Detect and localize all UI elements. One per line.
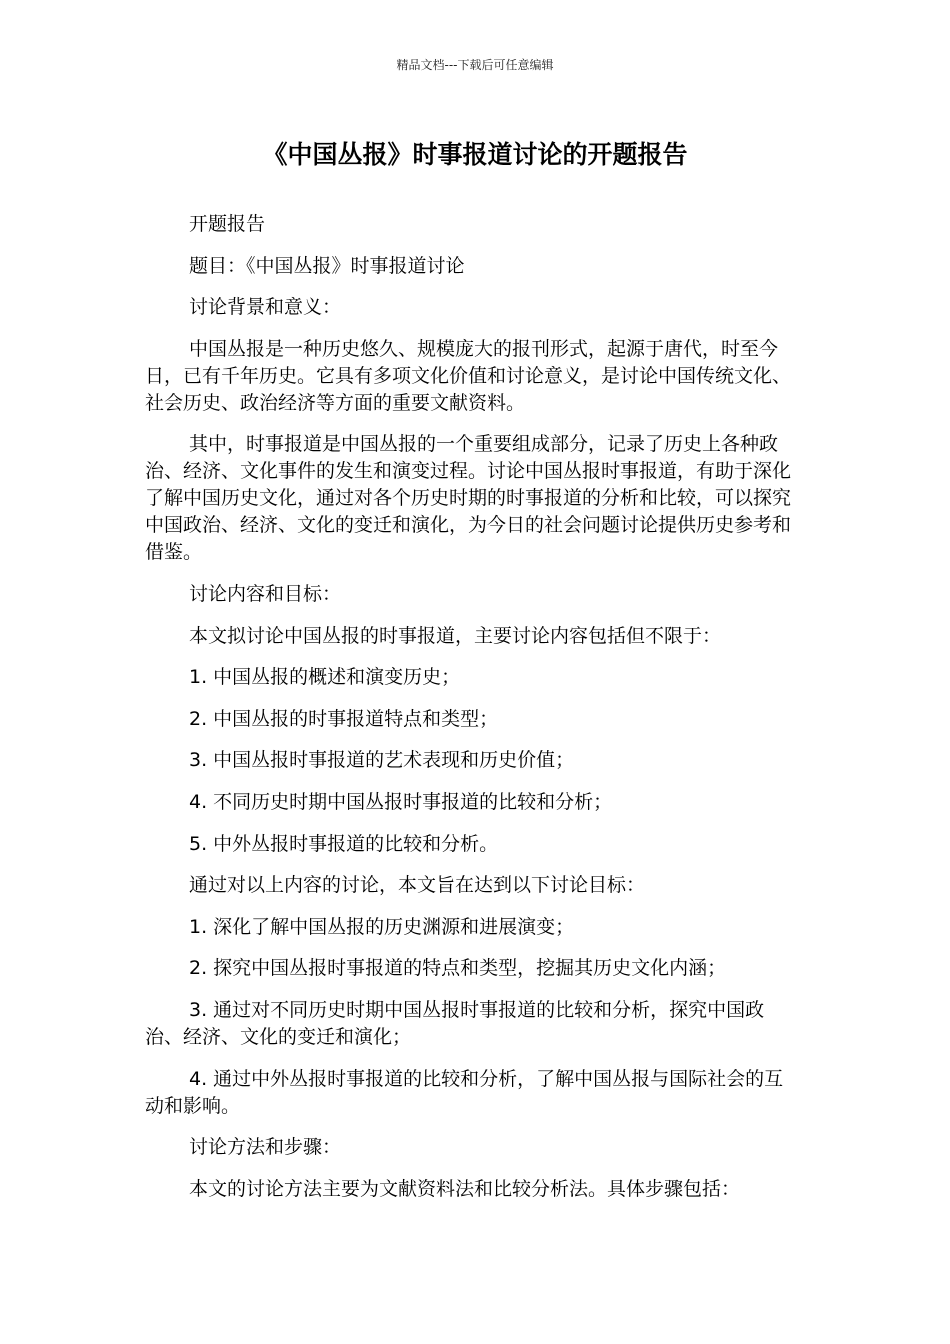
content-item-1: 1. 中国丛报的概述和演变历史； [189, 666, 461, 689]
methods-intro: 本文的讨论方法主要为文献资料法和比较分析法。具体步骤包括： [189, 1177, 741, 1200]
content-item-4: 4. 不同历史时期中国丛报时事报道的比较和分析； [189, 790, 613, 813]
goal-item-4: 4. 通过中外丛报时事报道的比较和分析，了解中国丛报与国际社会的互动和影响。 [145, 1067, 784, 1117]
background-paragraph-1: 中国丛报是一种历史悠久、规模庞大的报刊形式，起源于唐代，时至今日，已有千年历史。它具有多项文化价值和讨论意义，是讨论中国传统文化、社会历史、政治经济等方面的重要文献资料。 [145, 337, 792, 414]
section-heading-methods: 讨论方法和步骤： [189, 1136, 342, 1159]
section-label-report: 开题报告 [189, 213, 266, 235]
content-item-3: 3. 中国丛报时事报道的艺术表现和历史价值； [189, 749, 575, 772]
goals-intro: 通过对以上内容的讨论，本文旨在达到以下讨论目标： [189, 874, 646, 897]
section-heading-background: 讨论背景和意义： [189, 296, 342, 319]
goal-item-2: 2. 探究中国丛报时事报道的特点和类型，挖掘其历史文化内涵； [189, 957, 727, 980]
goal-item-1: 1. 深化了解中国丛报的历史渊源和进展演变； [189, 915, 575, 938]
document-title: 《中国丛报》时事报道讨论的开题报告 [262, 140, 688, 169]
background-paragraph-2: 其中，时事报道是中国丛报的一个重要组成部分，记录了历史上各种政治、经济、文化事件的发生和演变过程。讨论中国丛报时事报道，有助于深化了解中国历史文化，通过对各个历史时期的时事报道的分析和比较，可以探究中国政治、经济、文化的变迁和演化，为今日的社会问题讨论提供历史参考和借鉴。 [145, 433, 792, 564]
section-heading-content: 讨论内容和目标： [189, 582, 342, 605]
content-item-5: 5. 中外丛报时事报道的比较和分析。 [189, 832, 499, 855]
topic-line: 题目：《中国丛报》时事报道讨论 [189, 254, 465, 277]
document-body [145, 211, 800, 1217]
content-intro: 本文拟讨论中国丛报的时事报道，主要讨论内容包括但不限于： [189, 624, 722, 647]
page-header-note: 精品文档---下载后可任意编辑 [396, 58, 554, 72]
content-item-2: 2. 中国丛报的时事报道特点和类型； [189, 707, 499, 730]
goal-item-3: 3. 通过对不同历史时期中国丛报时事报道的比较和分析，探究中国政治、经济、文化的变迁和演化； [145, 998, 765, 1048]
